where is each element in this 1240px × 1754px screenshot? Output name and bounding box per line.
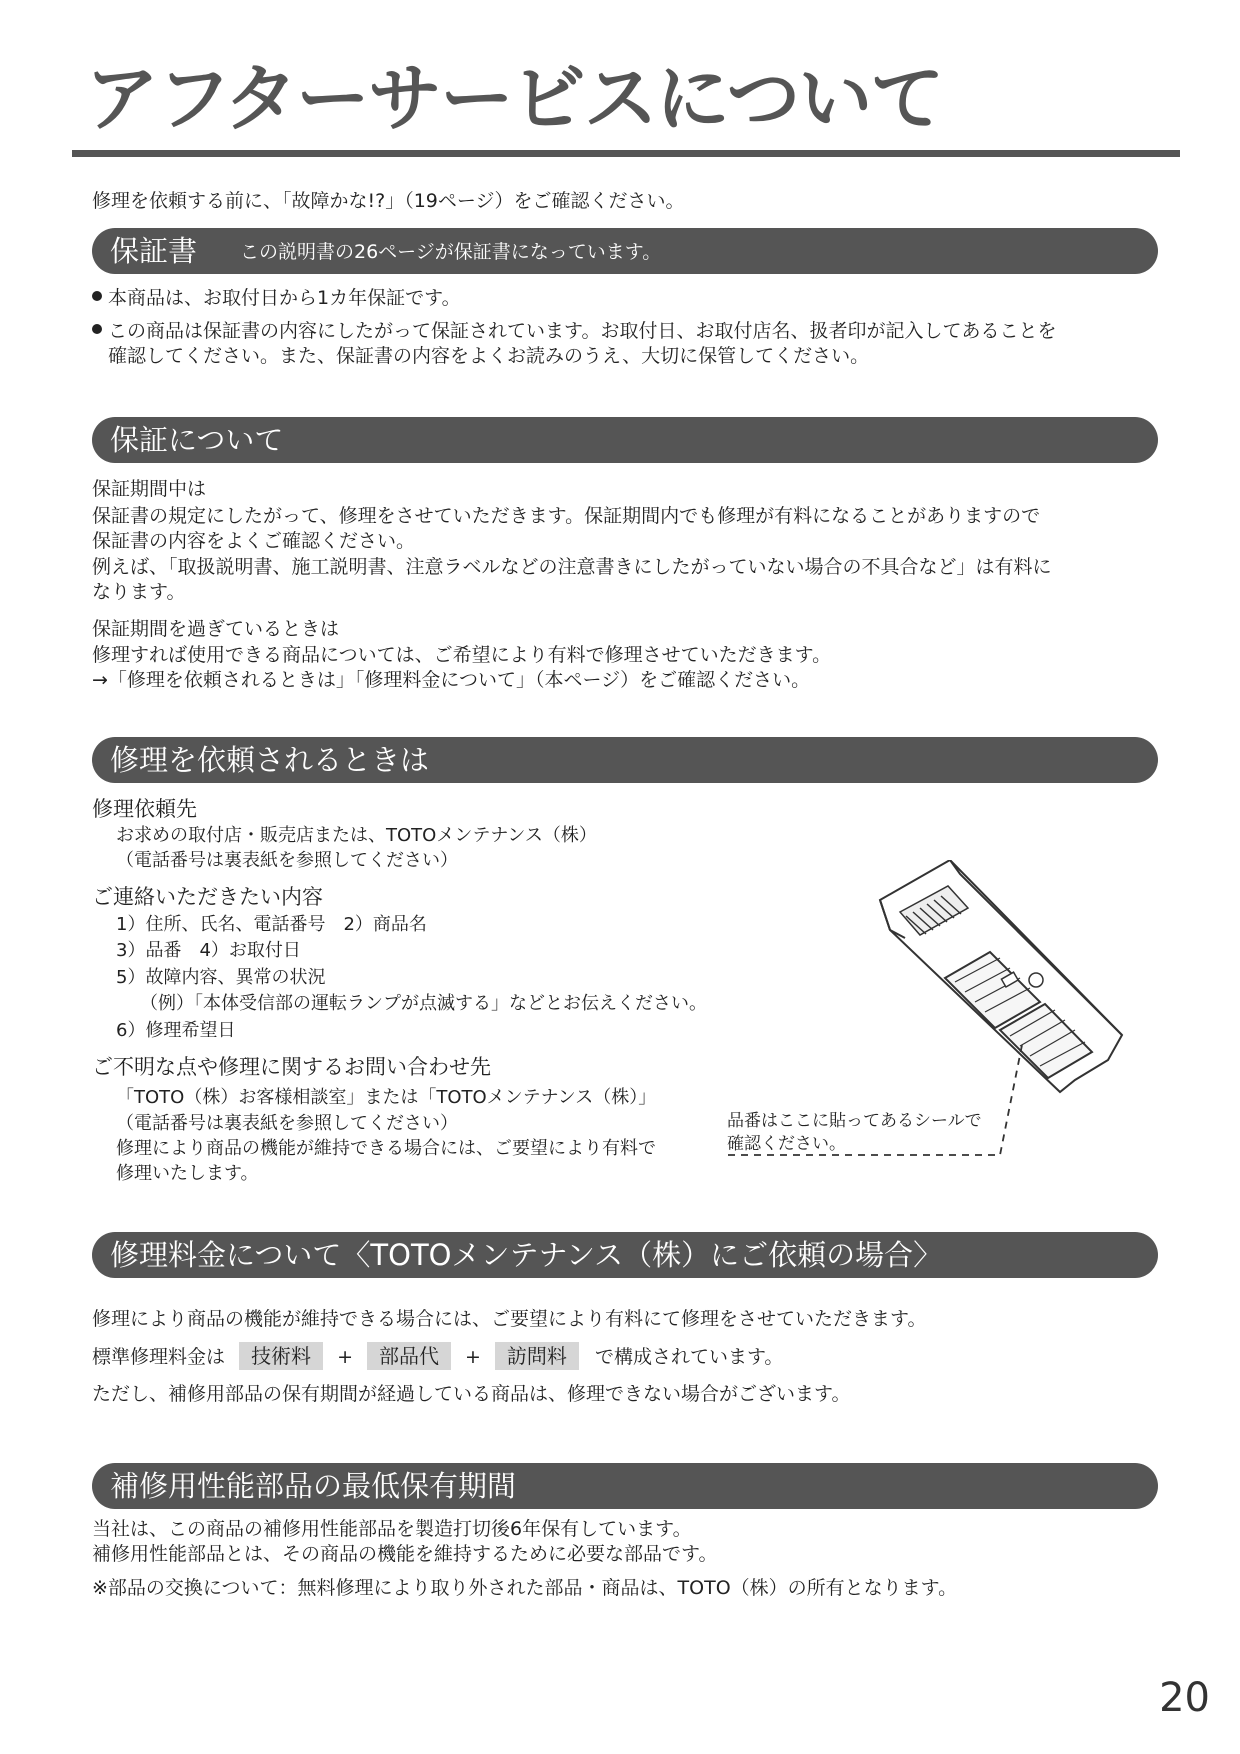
section-heading: 保証書 (110, 234, 198, 268)
section-heading: 修理料金について〈TOTOメンテナンス（株）にご依頼の場合〉 (110, 1238, 943, 1272)
section-heading: 修理を依頼されるときは (110, 743, 430, 777)
inquiry-line: 「TOTO（株）お客様相談室」または「TOTOメンテナンス（株）」 (116, 1087, 657, 1108)
section-warranty-card-header (92, 228, 1158, 274)
warranty-line: 保証期間中は (92, 478, 207, 500)
plus-icon: + (464, 1346, 481, 1368)
inquiry-heading: ご不明な点や修理に関するお問い合わせ先 (92, 1055, 491, 1079)
info-line: 3）品番 4）お取付日 (116, 940, 301, 961)
parts-line: ※部品の交換について：無料修理により取り外された部品・商品は、TOTO（株）の所有となります。 (92, 1577, 958, 1599)
section-repair-request-header (92, 737, 1158, 783)
bullet-icon (92, 291, 102, 301)
fee-chip-visit: 訪問料 (495, 1342, 579, 1370)
info-line: 6）修理希望日 (116, 1020, 236, 1041)
info-line: （例）「本体受信部の運転ランプが点滅する」などとお伝えください。 (140, 993, 707, 1014)
bullet-item: この商品は保証書の内容にしたがって保証されています。お取付日、お取付店名、扱者印が記入してあることを (92, 318, 1056, 344)
parts-line: 補修用性能部品とは、その商品の機能を維持するために必要な部品です。 (92, 1543, 718, 1565)
page-title: アフターサービスについて (85, 56, 943, 142)
fees-line: ただし、補修用部品の保有期間が経過している商品は、修理できない場合がございます。 (92, 1383, 851, 1405)
contact-line: （電話番号は裏表紙を参照してください） (116, 850, 458, 871)
section-warranty-header (92, 417, 1158, 463)
intro-text: 修理を依頼する前に、「故障かな!?」（19ページ）をご確認ください。 (92, 190, 685, 212)
warranty-line: なります。 (92, 581, 186, 603)
section-heading: 補修用性能部品の最低保有期間 (110, 1469, 517, 1503)
fee-chip-parts: 部品代 (367, 1342, 451, 1370)
fee-chip-technical: 技術料 (239, 1342, 323, 1370)
page-number: 20 (1159, 1675, 1210, 1721)
warranty-line: 例えば、「取扱説明書、施工説明書、注意ラベルなどの注意書きにしたがっていない場合の不具合など」は有料に (92, 556, 1052, 578)
warranty-line: 保証期間を過ぎているときは (92, 618, 340, 640)
bullet-icon (92, 324, 102, 334)
warranty-line: 修理すれば使用できる商品については、ご希望により有料で修理させていただきます。 (92, 644, 832, 666)
bullet-item: 本商品は、お取付日から1カ年保証です。 (92, 285, 461, 311)
inquiry-line: 修理いたします。 (116, 1163, 259, 1184)
contact-line: お求めの取付店・販売店または、TOTOメンテナンス（株） (116, 825, 597, 846)
title-rule (72, 150, 1180, 157)
callout-line: 確認ください。 (727, 1134, 846, 1154)
parts-line: 当社は、この商品の補修用性能部品を製造打切後6年保有しています。 (92, 1518, 692, 1540)
warranty-line: 保証書の内容をよくご確認ください。 (92, 530, 416, 552)
warranty-line: →「修理を依頼されるときは」「修理料金について」（本ページ）をご確認ください。 (92, 669, 811, 691)
bullet-continuation: 確認してください。また、保証書の内容をよくお読みのうえ、大切に保管してください。 (108, 345, 870, 367)
section-fees-header (92, 1232, 1158, 1278)
inquiry-line: （電話番号は裏表紙を参照してください） (116, 1113, 458, 1134)
info-heading: ご連絡いただきたい内容 (92, 885, 323, 909)
warranty-line: 保証書の規定にしたがって、修理をさせていただきます。保証期間内でも修理が有料になることがありますので (92, 505, 1041, 527)
fees-line: 修理により商品の機能が維持できる場合には、ご要望により有料にて修理をさせていただきます。 (92, 1308, 927, 1330)
vent-grille-icon (900, 886, 968, 935)
section-subheading: この説明書の26ページが保証書になっています。 (240, 241, 662, 263)
plus-icon: + (337, 1346, 353, 1368)
inquiry-line: 修理により商品の機能が維持できる場合には、ご要望により有料で (116, 1138, 656, 1159)
info-line: 1）住所、氏名、電話番号 2）商品名 (116, 914, 427, 935)
contact-heading: 修理依頼先 (92, 797, 197, 821)
fees-formula: 標準修理料金は 技術料 + 部品代 + 訪問料 で構成されています。 (92, 1342, 783, 1371)
section-parts-header (92, 1463, 1158, 1509)
callout-line: 品番はここに貼ってあるシールで (727, 1111, 982, 1131)
section-heading: 保証について (110, 423, 284, 457)
info-line: 5）故障内容、異常の状況 (116, 967, 326, 988)
